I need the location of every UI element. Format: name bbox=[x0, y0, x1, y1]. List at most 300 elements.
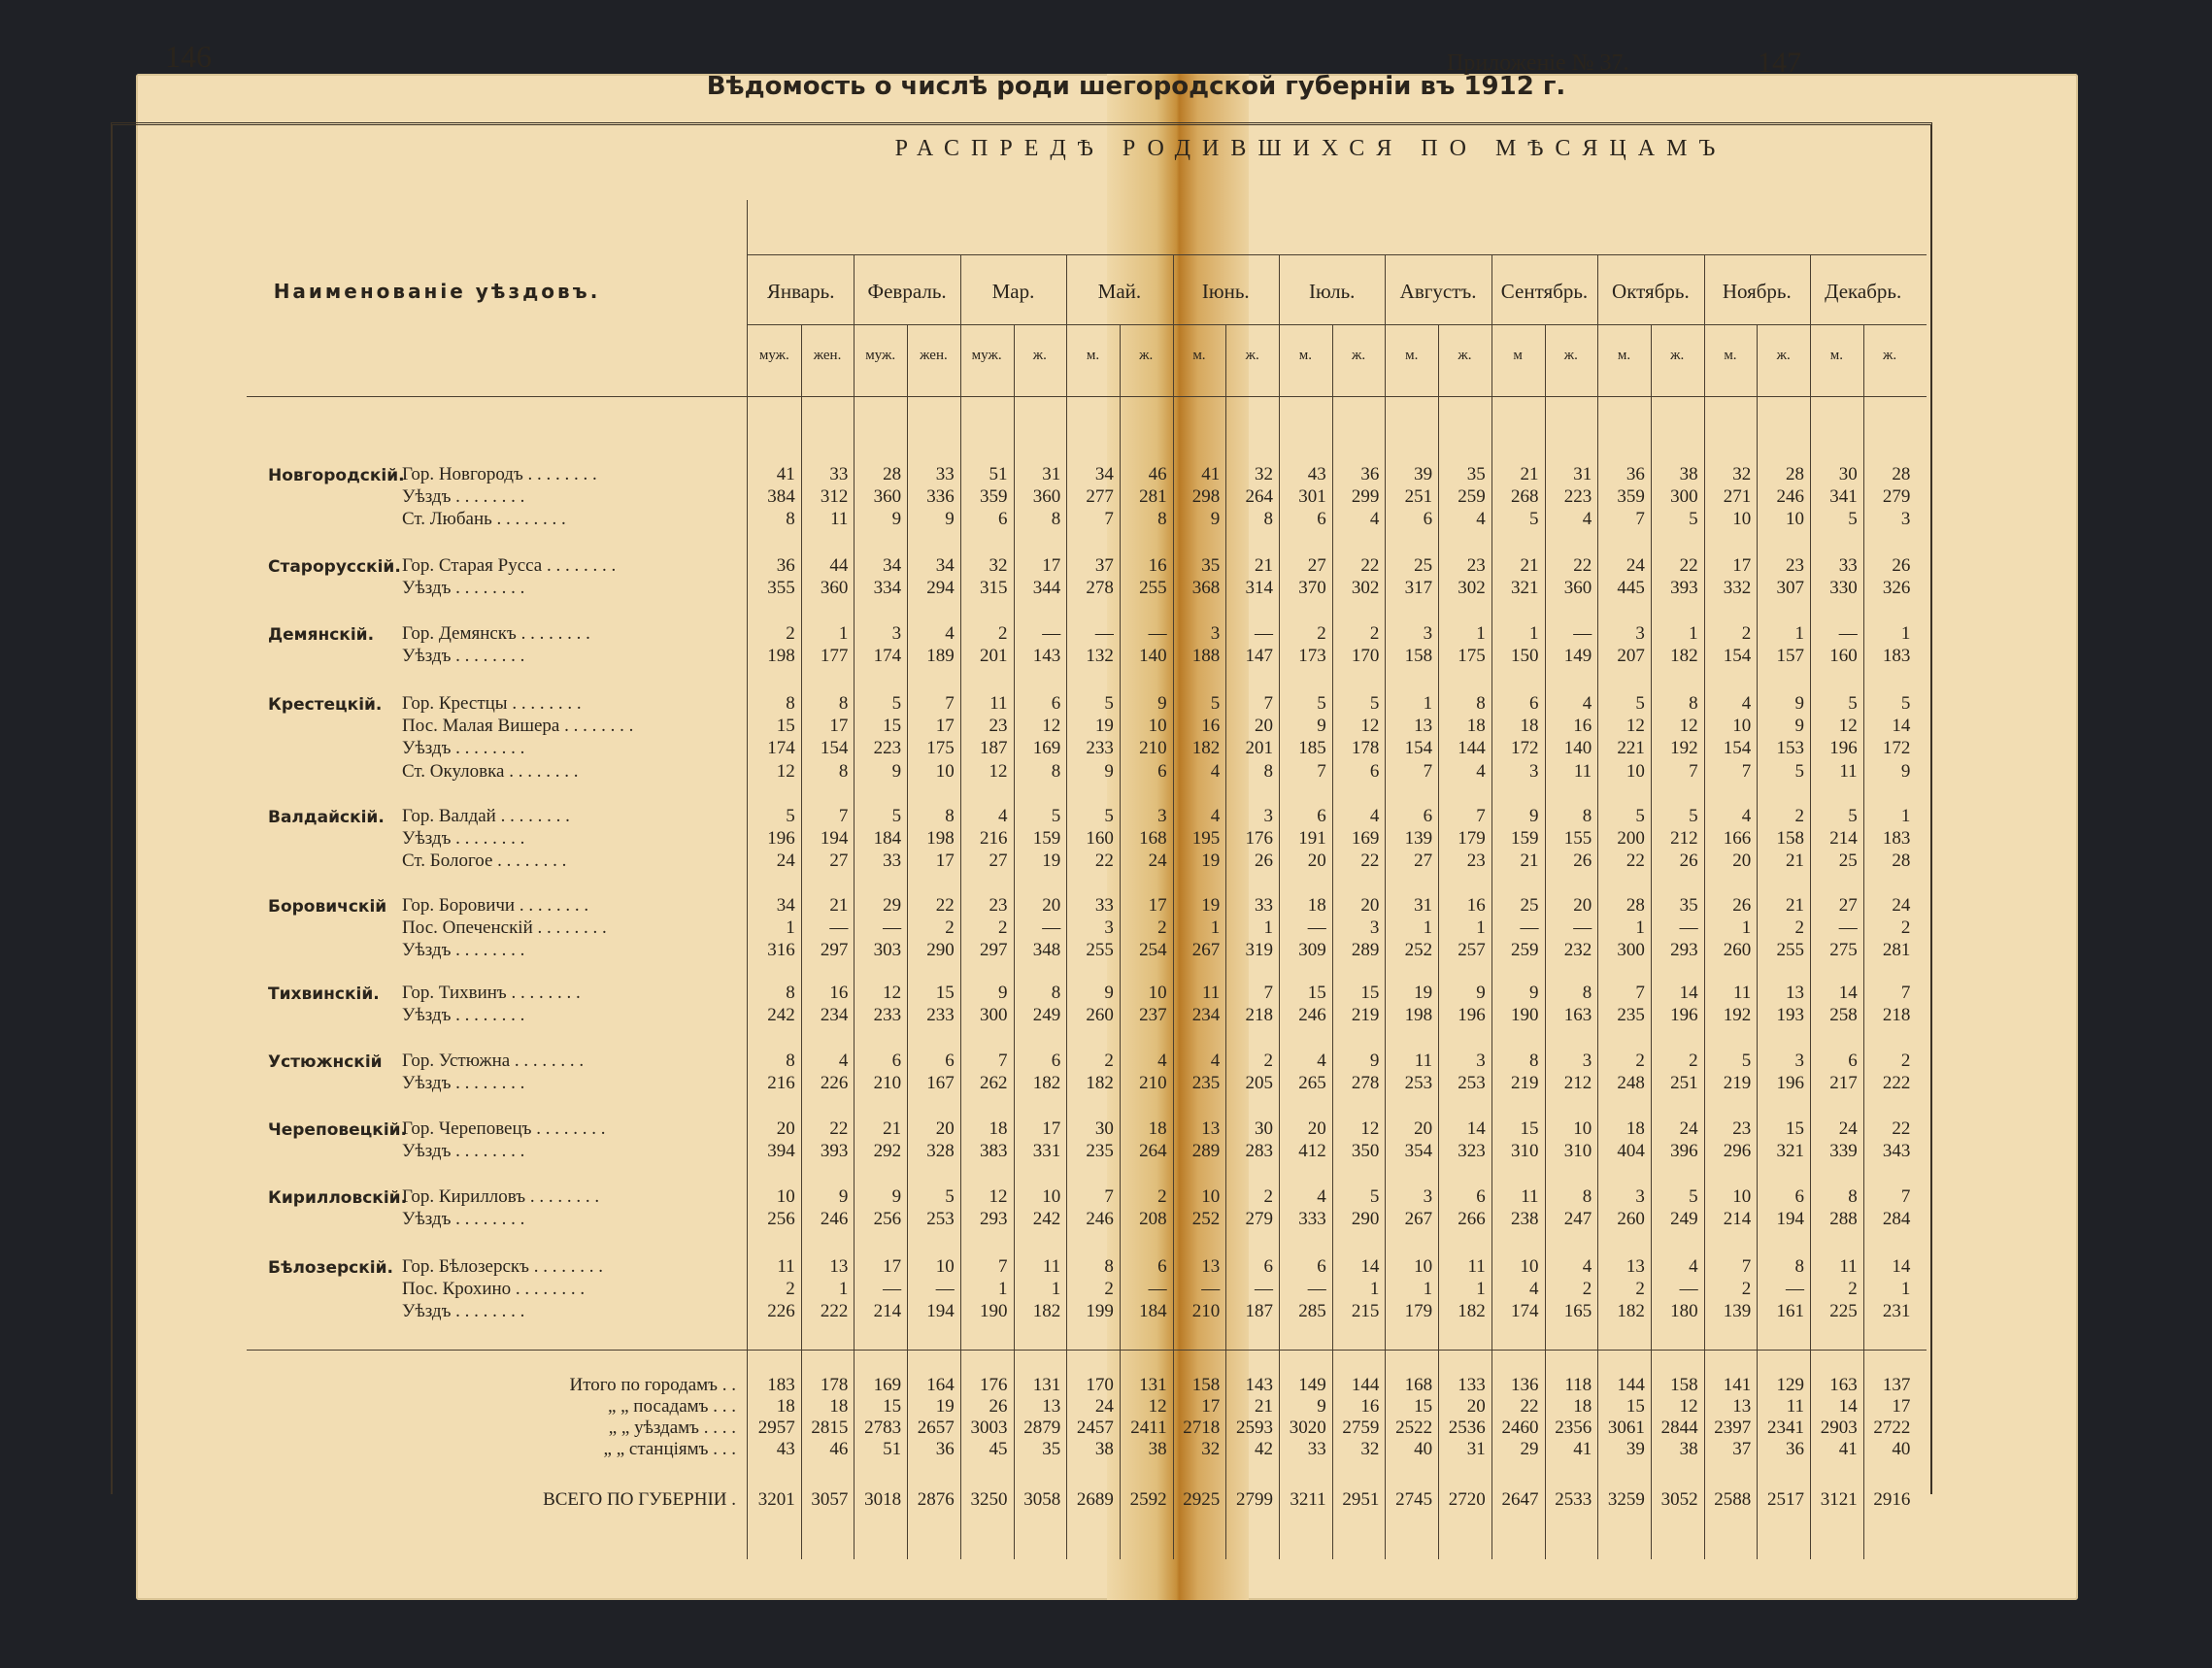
table-cell: 10 bbox=[935, 1256, 955, 1277]
table-cell: 167 bbox=[926, 1073, 955, 1094]
totals-cell: 176 bbox=[980, 1375, 1008, 1395]
table-cell: 20 bbox=[1307, 1118, 1326, 1139]
month-header: Январь. bbox=[766, 280, 835, 303]
place-name: Гор. Новгородъ . . . . . . . . bbox=[402, 464, 597, 484]
table-cell: 9 bbox=[945, 509, 955, 530]
totals-cell: 3003 bbox=[970, 1418, 1008, 1438]
table-cell: 182 bbox=[1086, 1073, 1114, 1094]
totals-cell: 18 bbox=[829, 1396, 849, 1417]
grand-total-cell: 3058 bbox=[1023, 1489, 1061, 1510]
table-cell: 175 bbox=[926, 738, 955, 759]
place-name: Гор. Кирилловъ . . . . . . . . bbox=[402, 1186, 600, 1207]
table-cell: 4 bbox=[1476, 760, 1486, 782]
table-cell: 1 bbox=[1051, 1279, 1061, 1300]
table-cell: 20 bbox=[1414, 1118, 1433, 1139]
table-cell: 14 bbox=[1838, 983, 1858, 1003]
table-cell: 393 bbox=[1670, 578, 1698, 599]
table-cell: 344 bbox=[1032, 578, 1061, 599]
table-cell: 24 bbox=[1148, 851, 1167, 872]
totals-cell: 37 bbox=[1732, 1439, 1752, 1459]
table-cell: 297 bbox=[980, 940, 1008, 961]
table-cell: 253 bbox=[1404, 1073, 1433, 1094]
totals-cell: 149 bbox=[1298, 1375, 1326, 1395]
table-cell: 5 bbox=[945, 1186, 955, 1207]
table-cell: 278 bbox=[1086, 578, 1114, 599]
table-cell: 253 bbox=[926, 1209, 955, 1230]
totals-cell: 2722 bbox=[1873, 1418, 1911, 1438]
table-cell: 8 bbox=[1263, 760, 1273, 782]
table-cell: 12 bbox=[776, 760, 795, 782]
table-cell: 194 bbox=[1776, 1209, 1804, 1230]
table-cell: 8 bbox=[838, 693, 849, 714]
district-name: Череповецкій. bbox=[268, 1120, 408, 1140]
table-cell: 334 bbox=[873, 578, 902, 599]
totals-cell: 21 bbox=[1255, 1396, 1273, 1417]
table-cell: 33 bbox=[935, 464, 955, 484]
table-cell: 185 bbox=[1298, 738, 1326, 759]
table-cell: 17 bbox=[883, 1256, 902, 1277]
table-cell: 175 bbox=[1458, 646, 1486, 667]
totals-cell: 164 bbox=[926, 1375, 955, 1395]
table-cell: 281 bbox=[1882, 940, 1911, 961]
table-cell: 4 bbox=[1582, 509, 1592, 530]
table-cell: 289 bbox=[1351, 940, 1380, 961]
table-cell: 4 bbox=[1317, 1051, 1326, 1071]
place-name: Ст. Бологое . . . . . . . . bbox=[402, 851, 567, 872]
totals-cell: 158 bbox=[1670, 1375, 1698, 1395]
table-cell: 1 bbox=[1689, 623, 1698, 644]
table-cell: 183 bbox=[1882, 646, 1911, 667]
table-cell: 34 bbox=[776, 895, 795, 916]
table-cell: 147 bbox=[1245, 646, 1273, 667]
table-cell: 21 bbox=[1786, 851, 1804, 872]
table-cell: 26 bbox=[1573, 851, 1592, 872]
table-cell: 33 bbox=[1838, 555, 1858, 576]
table-cell: 166 bbox=[1723, 828, 1752, 850]
table-cell: 14 bbox=[1360, 1256, 1380, 1277]
totals-cell: 18 bbox=[1573, 1396, 1592, 1417]
table-cell: 8 bbox=[1476, 693, 1486, 714]
table-cell: 19 bbox=[1201, 895, 1221, 916]
table-cell: 360 bbox=[820, 578, 849, 599]
table-cell: 7 bbox=[1104, 509, 1114, 530]
table-cell: 339 bbox=[1829, 1141, 1858, 1162]
table-cell: 253 bbox=[1458, 1073, 1486, 1094]
table-cell: 10 bbox=[1201, 1186, 1221, 1207]
sex-header: ж. bbox=[1776, 348, 1791, 363]
place-name: Гор. Демянскъ . . . . . . . . bbox=[402, 623, 590, 644]
table-cell: 360 bbox=[1563, 578, 1592, 599]
totals-cell: 2536 bbox=[1448, 1418, 1486, 1438]
rule-header-bottom bbox=[247, 396, 1927, 397]
table-cell: 190 bbox=[980, 1301, 1008, 1322]
table-cell: 297 bbox=[820, 940, 849, 961]
table-cell: 22 bbox=[1360, 851, 1380, 872]
table-cell: 1 bbox=[1794, 623, 1804, 644]
table-cell: 5 bbox=[1900, 693, 1911, 714]
table-cell: 249 bbox=[1670, 1209, 1698, 1230]
table-cell: 10 bbox=[1786, 509, 1804, 530]
table-cell: 172 bbox=[1882, 738, 1911, 759]
table-cell: 4 bbox=[1529, 1279, 1539, 1300]
table-cell: 360 bbox=[873, 486, 902, 508]
table-cell: 157 bbox=[1776, 646, 1804, 667]
table-cell: — bbox=[1838, 917, 1858, 939]
table-cell: 4 bbox=[838, 1051, 849, 1071]
table-cell: 36 bbox=[776, 555, 795, 576]
place-name: Гор. Боровичи . . . . . . . . bbox=[402, 895, 589, 916]
table-cell: 5 bbox=[1369, 693, 1380, 714]
totals-cell: 163 bbox=[1829, 1375, 1858, 1395]
table-cell: 326 bbox=[1882, 578, 1911, 599]
table-cell: 23 bbox=[989, 895, 1008, 916]
table-cell: 154 bbox=[1404, 738, 1433, 759]
table-cell: 278 bbox=[1351, 1073, 1380, 1094]
place-name: Гор. Крестцы . . . . . . . . bbox=[402, 693, 582, 714]
table-cell: 5 bbox=[1848, 509, 1858, 530]
table-cell: 183 bbox=[1882, 828, 1911, 850]
table-cell: 14 bbox=[1892, 716, 1911, 737]
table-cell: 5 bbox=[1317, 693, 1326, 714]
table-cell: 8 bbox=[786, 693, 795, 714]
table-cell: 38 bbox=[1679, 464, 1698, 484]
table-cell: — bbox=[1679, 917, 1698, 939]
table-cell: 8 bbox=[1582, 806, 1592, 826]
table-cell: 412 bbox=[1298, 1141, 1326, 1162]
rule-totals-top bbox=[247, 1350, 1927, 1351]
table-cell: 258 bbox=[1829, 1005, 1858, 1026]
month-header: Іюль. bbox=[1308, 280, 1356, 303]
table-cell: 3 bbox=[1423, 1186, 1433, 1207]
table-cell: 8 bbox=[1582, 1186, 1592, 1207]
table-cell: 12 bbox=[1360, 1118, 1380, 1139]
table-cell: 31 bbox=[1573, 464, 1592, 484]
totals-cell: 170 bbox=[1086, 1375, 1114, 1395]
table-cell: 36 bbox=[1625, 464, 1645, 484]
table-cell: 2 bbox=[945, 917, 955, 939]
table-cell: 31 bbox=[1042, 464, 1061, 484]
totals-cell: 12 bbox=[1148, 1396, 1167, 1417]
table-cell: 18 bbox=[1520, 716, 1539, 737]
table-cell: 266 bbox=[1458, 1209, 1486, 1230]
table-cell: 22 bbox=[829, 1118, 849, 1139]
table-cell: 281 bbox=[1139, 486, 1167, 508]
table-cell: 5 bbox=[1741, 1051, 1752, 1071]
table-cell: — bbox=[1148, 623, 1167, 644]
table-cell: 1 bbox=[1900, 806, 1911, 826]
table-cell: 3 bbox=[1582, 1051, 1592, 1071]
place-name: Гор. Старая Русса . . . . . . . . bbox=[402, 555, 617, 576]
table-cell: 172 bbox=[1511, 738, 1539, 759]
table-cell: 201 bbox=[1245, 738, 1273, 759]
table-cell: 3 bbox=[1423, 623, 1433, 644]
table-cell: 14 bbox=[1892, 1256, 1911, 1277]
table-cell: 8 bbox=[1794, 1256, 1804, 1277]
table-cell: 330 bbox=[1829, 578, 1858, 599]
table-cell: 2 bbox=[1794, 806, 1804, 826]
table-cell: 24 bbox=[776, 851, 795, 872]
totals-cell: 42 bbox=[1255, 1439, 1273, 1459]
table-cell: 24 bbox=[1625, 555, 1645, 576]
table-cell: 33 bbox=[1094, 895, 1114, 916]
table-cell: 4 bbox=[1689, 1256, 1698, 1277]
table-cell: 32 bbox=[989, 555, 1008, 576]
place-name: Гор. Тихвинъ . . . . . . . . bbox=[402, 983, 581, 1003]
table-cell: 5 bbox=[1848, 806, 1858, 826]
rule-sex-top bbox=[748, 324, 1927, 325]
table-cell: 233 bbox=[873, 1005, 902, 1026]
totals-cell: 45 bbox=[989, 1439, 1008, 1459]
totals-cell: 131 bbox=[1139, 1375, 1167, 1395]
table-cell: 4 bbox=[1210, 1051, 1221, 1071]
table-cell: — bbox=[829, 917, 849, 939]
table-cell: 194 bbox=[820, 828, 849, 850]
grand-total-label: ВСЕГО ПО ГУБЕРНІИ . bbox=[543, 1489, 736, 1510]
table-cell: 288 bbox=[1829, 1209, 1858, 1230]
table-cell: 251 bbox=[1404, 486, 1433, 508]
table-cell: 8 bbox=[786, 1051, 795, 1071]
table-cell: 238 bbox=[1511, 1209, 1539, 1230]
place-name: Гор. Валдай . . . . . . . . bbox=[402, 806, 570, 826]
table-cell: 195 bbox=[1191, 828, 1221, 850]
table-cell: 8 bbox=[1051, 509, 1061, 530]
left-page-number: 146 bbox=[165, 39, 212, 74]
table-cell: 16 bbox=[829, 983, 849, 1003]
place-name: Пос. Крохино . . . . . . . . bbox=[402, 1279, 586, 1300]
table-cell: 12 bbox=[1625, 716, 1645, 737]
place-name: Уѣздъ . . . . . . . . bbox=[402, 1005, 525, 1026]
table-cell: 4 bbox=[1210, 760, 1221, 782]
totals-cell: 2356 bbox=[1555, 1418, 1592, 1438]
table-cell: 11 bbox=[989, 693, 1008, 714]
table-cell: 5 bbox=[1104, 693, 1114, 714]
totals-cell: 16 bbox=[1360, 1396, 1380, 1417]
place-name: Уѣздъ . . . . . . . . bbox=[402, 1073, 525, 1094]
table-cell: 242 bbox=[1032, 1209, 1061, 1230]
table-cell: 32 bbox=[1732, 464, 1752, 484]
table-cell: 256 bbox=[873, 1209, 902, 1230]
month-header: Іюнь. bbox=[1201, 280, 1250, 303]
table-cell: 9 bbox=[1900, 760, 1911, 782]
table-cell: 22 bbox=[935, 895, 955, 916]
table-cell: 159 bbox=[1032, 828, 1061, 850]
table-cell: 5 bbox=[1848, 693, 1858, 714]
table-cell: 9 bbox=[1794, 693, 1804, 714]
table-cell: 19 bbox=[1094, 716, 1114, 737]
table-cell: 1 bbox=[1741, 917, 1752, 939]
table-cell: — bbox=[883, 1279, 902, 1300]
place-name: Пос. Опеченскій . . . . . . . . bbox=[402, 917, 607, 939]
table-cell: 6 bbox=[1423, 509, 1433, 530]
totals-cell: 12 bbox=[1679, 1396, 1698, 1417]
table-cell: 196 bbox=[1776, 1073, 1804, 1094]
table-cell: 14 bbox=[1466, 1118, 1486, 1139]
table-cell: 237 bbox=[1139, 1005, 1167, 1026]
table-cell: 255 bbox=[1139, 578, 1167, 599]
table-cell: 174 bbox=[767, 738, 795, 759]
table-cell: 2 bbox=[1157, 917, 1167, 939]
table-cell: — bbox=[1679, 1279, 1698, 1300]
table-cell: 246 bbox=[1298, 1005, 1326, 1026]
table-cell: 150 bbox=[1511, 646, 1539, 667]
sex-header: ж. bbox=[1670, 348, 1685, 363]
totals-cell: 136 bbox=[1511, 1375, 1539, 1395]
totals-cell: 19 bbox=[935, 1396, 955, 1417]
grand-total-cell: 2647 bbox=[1501, 1489, 1539, 1510]
table-cell: 11 bbox=[830, 509, 849, 530]
table-cell: 31 bbox=[1414, 895, 1433, 916]
table-cell: 11 bbox=[1414, 1051, 1433, 1071]
table-cell: 34 bbox=[935, 555, 955, 576]
table-cell: 168 bbox=[1139, 828, 1167, 850]
table-cell: 8 bbox=[945, 806, 955, 826]
table-cell: 21 bbox=[1786, 895, 1804, 916]
table-cell: 332 bbox=[1723, 578, 1752, 599]
table-cell: 16 bbox=[1201, 716, 1221, 737]
table-cell: 9 bbox=[1104, 760, 1114, 782]
table-cell: 11 bbox=[777, 1256, 795, 1277]
table-cell: 139 bbox=[1404, 828, 1433, 850]
table-cell: 1 bbox=[1423, 693, 1433, 714]
table-cell: 10 bbox=[1148, 716, 1167, 737]
grand-total-cell: 3211 bbox=[1290, 1489, 1326, 1510]
totals-cell: 11 bbox=[1786, 1396, 1804, 1417]
table-cell: 3 bbox=[891, 623, 902, 644]
totals-cell: 2903 bbox=[1820, 1418, 1858, 1438]
totals-cell: 3061 bbox=[1607, 1418, 1645, 1438]
sex-header: муж. bbox=[971, 348, 1002, 363]
table-cell: — bbox=[1786, 1279, 1804, 1300]
district-name: Боровичскій bbox=[268, 897, 387, 917]
month-header: Октябрь. bbox=[1612, 280, 1690, 303]
table-cell: 285 bbox=[1298, 1301, 1326, 1322]
totals-cell: 2593 bbox=[1236, 1418, 1273, 1438]
totals-cell: 178 bbox=[820, 1375, 849, 1395]
table-cell: 4 bbox=[1210, 806, 1221, 826]
district-name: Новгородскій. bbox=[268, 466, 405, 485]
totals-cell: 35 bbox=[1042, 1439, 1061, 1459]
table-cell: 10 bbox=[1732, 1186, 1752, 1207]
table-cell: 9 bbox=[891, 509, 902, 530]
grand-total-cell: 2533 bbox=[1555, 1489, 1592, 1510]
table-cell: 20 bbox=[1255, 716, 1273, 737]
table-cell: 12 bbox=[1042, 716, 1061, 737]
table-cell: 20 bbox=[1307, 851, 1326, 872]
table-cell: 198 bbox=[1404, 1005, 1433, 1026]
table-cell: 174 bbox=[1511, 1301, 1539, 1322]
table-cell: 8 bbox=[1848, 1186, 1858, 1207]
table-cell: 7 bbox=[1104, 1186, 1114, 1207]
table-cell: 354 bbox=[1404, 1141, 1433, 1162]
table-cell: 154 bbox=[1723, 738, 1752, 759]
table-cell: 8 bbox=[1051, 760, 1061, 782]
table-cell: 174 bbox=[873, 646, 902, 667]
table-cell: 264 bbox=[1245, 486, 1273, 508]
table-cell: 396 bbox=[1670, 1141, 1698, 1162]
table-cell: 8 bbox=[1689, 693, 1698, 714]
table-cell: 23 bbox=[1466, 555, 1486, 576]
table-cell: 20 bbox=[935, 1118, 955, 1139]
table-cell: 2 bbox=[998, 623, 1008, 644]
table-cell: 180 bbox=[1670, 1301, 1698, 1322]
table-cell: 17 bbox=[1042, 1118, 1061, 1139]
table-cell: 12 bbox=[1679, 716, 1698, 737]
totals-cell: 144 bbox=[1351, 1375, 1380, 1395]
districts-column-heading: Наименованіе уѣздовъ. bbox=[273, 280, 601, 303]
grand-total-cell: 3201 bbox=[757, 1489, 795, 1510]
table-cell: 32 bbox=[1255, 464, 1273, 484]
table-cell: 360 bbox=[1032, 486, 1061, 508]
table-cell: 8 bbox=[1582, 983, 1592, 1003]
table-cell: 4 bbox=[1582, 1256, 1592, 1277]
table-cell: 275 bbox=[1829, 940, 1858, 961]
table-cell: 201 bbox=[980, 646, 1008, 667]
table-cell: 2 bbox=[1157, 1186, 1167, 1207]
grand-total-cell: 2916 bbox=[1873, 1489, 1911, 1510]
table-cell: 208 bbox=[1139, 1209, 1167, 1230]
table-cell: 260 bbox=[1723, 940, 1752, 961]
table-cell: 235 bbox=[1617, 1005, 1645, 1026]
table-cell: 10 bbox=[1042, 1186, 1061, 1207]
table-cell: 7 bbox=[838, 806, 849, 826]
table-cell: 301 bbox=[1298, 486, 1326, 508]
table-cell: 319 bbox=[1245, 940, 1273, 961]
table-cell: 6 bbox=[998, 509, 1008, 530]
table-cell: 163 bbox=[1563, 1005, 1592, 1026]
table-cell: 10 bbox=[1148, 983, 1167, 1003]
table-cell: 41 bbox=[1201, 464, 1221, 484]
table-cell: 315 bbox=[980, 578, 1008, 599]
totals-cell: 144 bbox=[1617, 1375, 1645, 1395]
table-cell: 18 bbox=[1307, 895, 1326, 916]
sex-header: м. bbox=[1617, 348, 1631, 363]
table-cell: 173 bbox=[1298, 646, 1326, 667]
sex-header: м. bbox=[1298, 348, 1312, 363]
table-cell: 9 bbox=[838, 1186, 849, 1207]
totals-cell: 24 bbox=[1094, 1396, 1114, 1417]
table-cell: 404 bbox=[1617, 1141, 1645, 1162]
table-cell: 333 bbox=[1298, 1209, 1326, 1230]
table-cell: 293 bbox=[1670, 940, 1698, 961]
table-cell: 10 bbox=[1732, 716, 1752, 737]
table-cell: 51 bbox=[989, 464, 1008, 484]
table-cell: 187 bbox=[980, 738, 1008, 759]
table-cell: 169 bbox=[1032, 738, 1061, 759]
table-cell: 210 bbox=[1191, 1301, 1221, 1322]
totals-cell: 2460 bbox=[1501, 1418, 1539, 1438]
table-cell: 350 bbox=[1351, 1141, 1380, 1162]
table-cell: 21 bbox=[1520, 464, 1539, 484]
table-cell: 5 bbox=[1689, 1186, 1698, 1207]
table-cell: 23 bbox=[1732, 1118, 1752, 1139]
table-cell: 169 bbox=[1351, 828, 1380, 850]
table-cell: 6 bbox=[891, 1051, 902, 1071]
totals-cell: 15 bbox=[883, 1396, 902, 1417]
table-cell: 2 bbox=[786, 623, 795, 644]
table-cell: 4 bbox=[1582, 693, 1592, 714]
table-cell: 15 bbox=[1307, 983, 1326, 1003]
month-header: Декабрь. bbox=[1825, 280, 1902, 303]
totals-cell: 32 bbox=[1201, 1439, 1221, 1459]
totals-cell: 38 bbox=[1679, 1439, 1698, 1459]
table-cell: 336 bbox=[926, 486, 955, 508]
table-cell: 9 bbox=[891, 760, 902, 782]
table-cell: 7 bbox=[1317, 760, 1326, 782]
table-cell: 179 bbox=[1404, 1301, 1433, 1322]
table-cell: 155 bbox=[1563, 828, 1592, 850]
totals-cell: 22 bbox=[1520, 1396, 1539, 1417]
table-cell: 11 bbox=[1467, 1256, 1486, 1277]
